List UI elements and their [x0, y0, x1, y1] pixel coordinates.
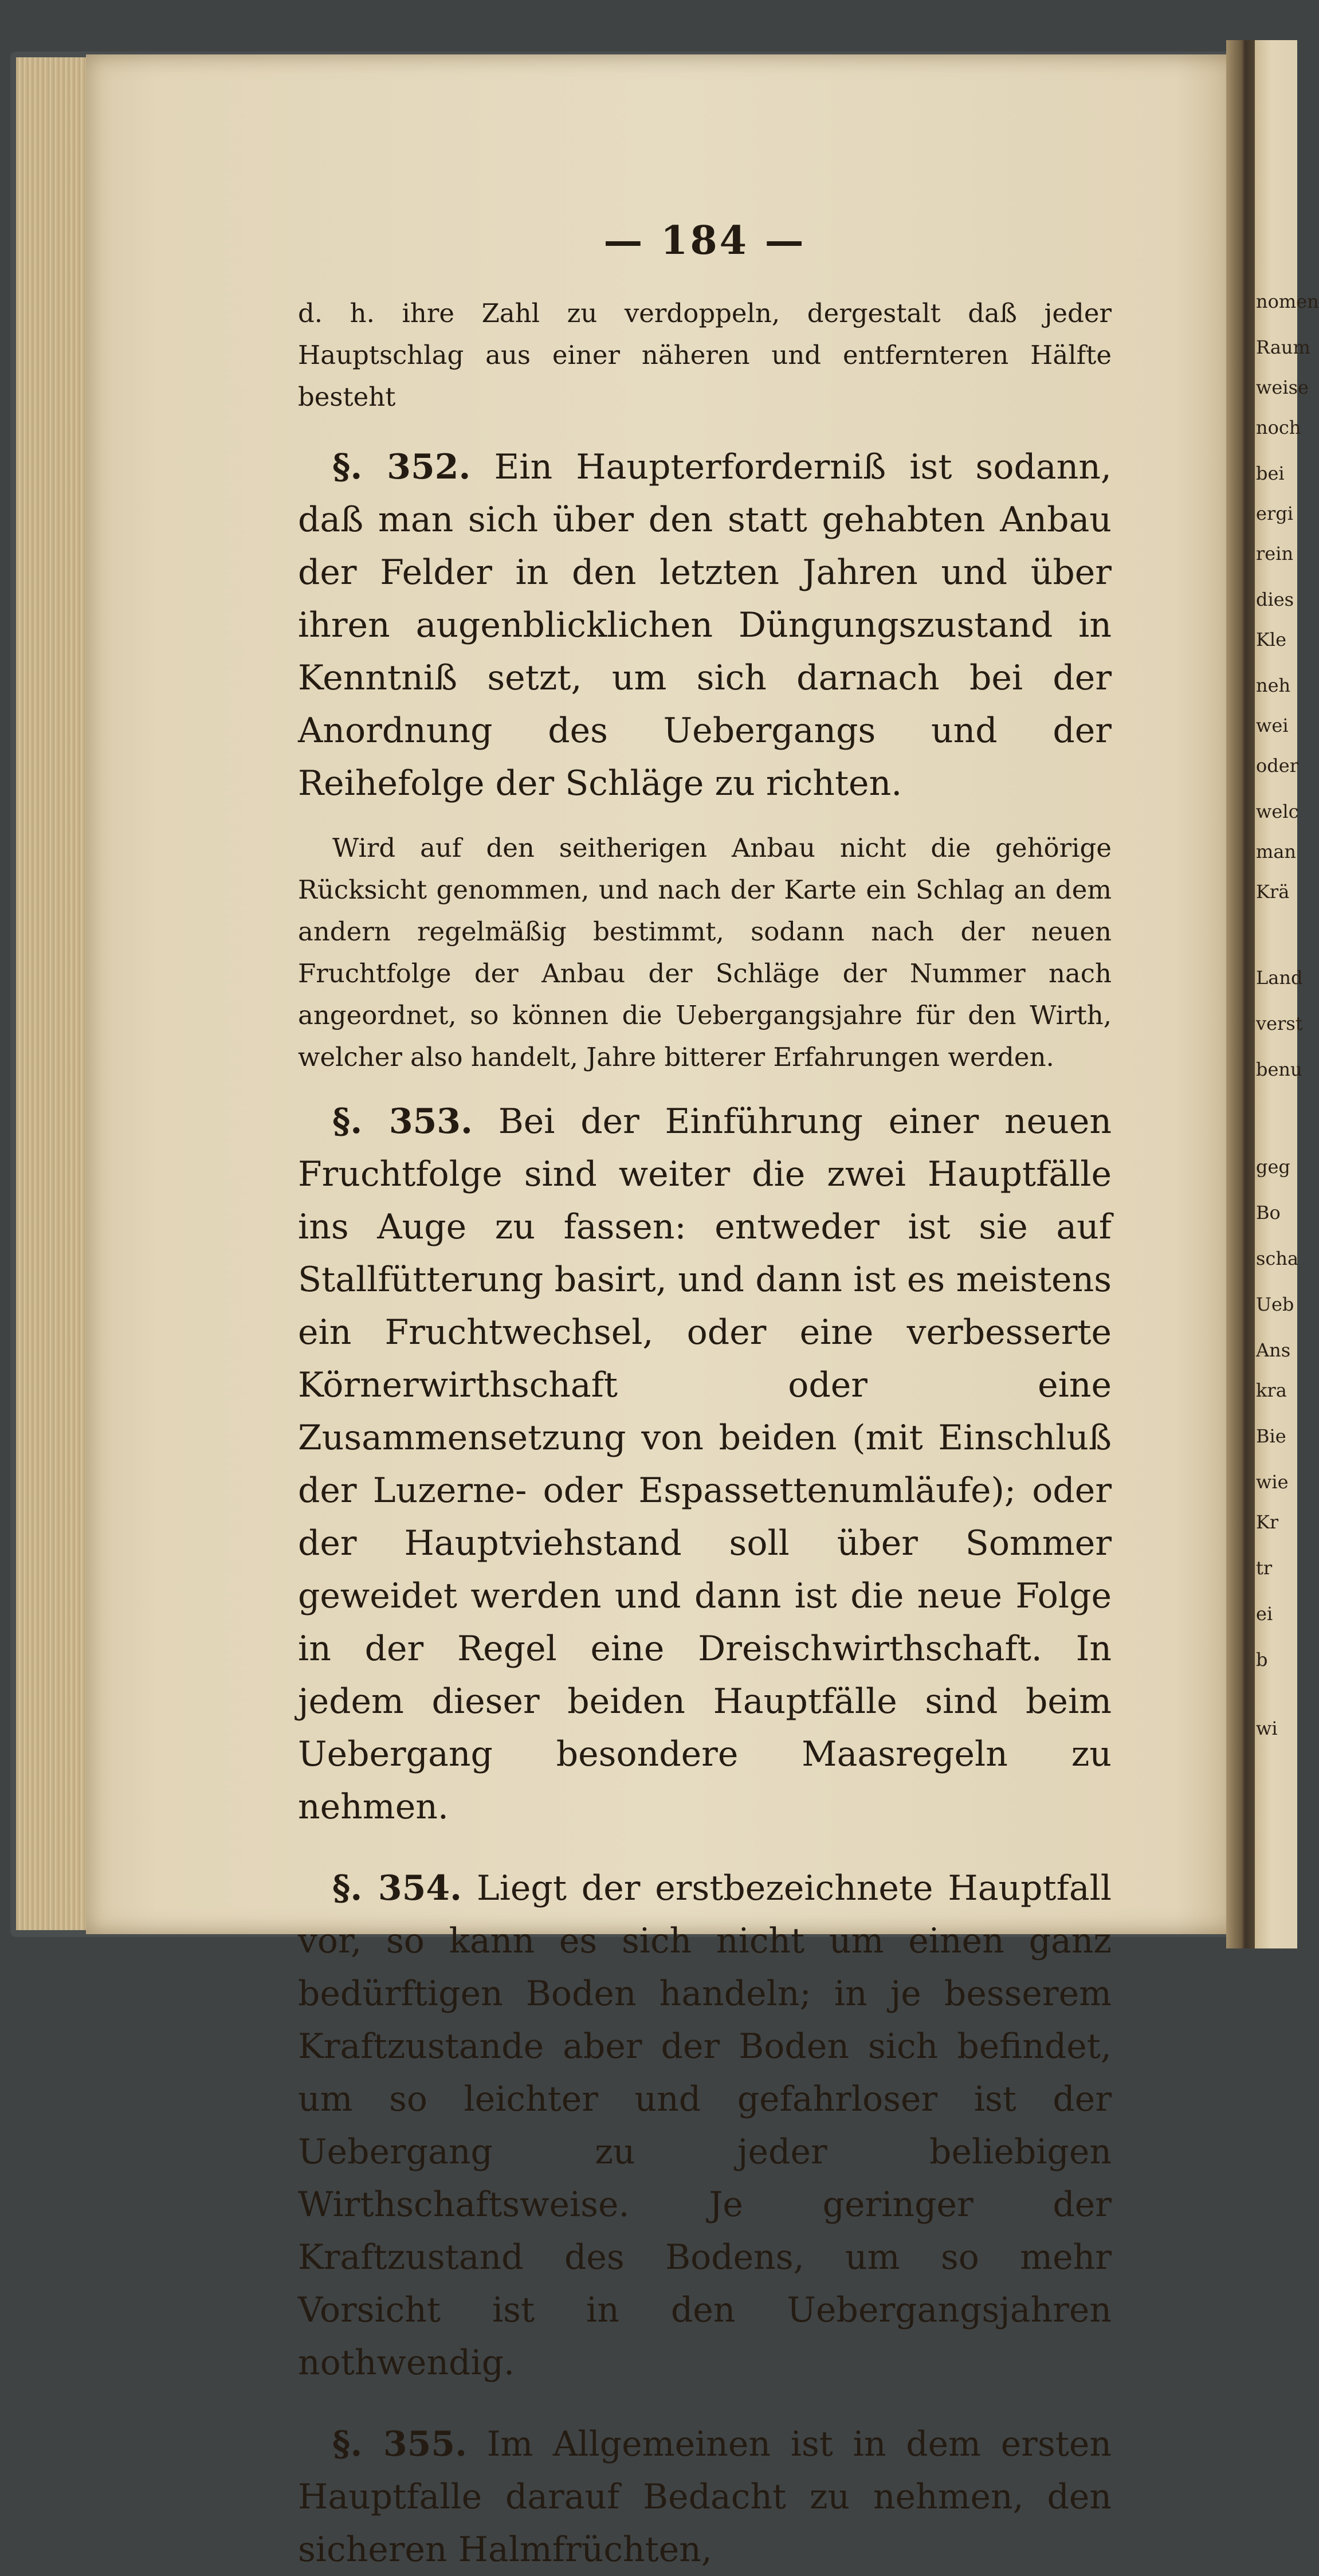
section-354	[298, 1862, 1112, 2389]
next-page-fragment: scha	[1256, 1248, 1299, 1269]
next-page-fragment: Kr	[1256, 1511, 1279, 1533]
next-page-fragment: rein	[1256, 543, 1294, 564]
next-page-fragment: weise	[1256, 377, 1309, 398]
next-page-fragment: Bie	[1256, 1425, 1286, 1447]
next-page-fragment: kra	[1256, 1379, 1287, 1401]
next-page-edge	[1255, 40, 1319, 1948]
section-352-note	[298, 827, 1112, 1078]
next-page-fragment: Ans	[1256, 1339, 1291, 1361]
section-353	[298, 1095, 1112, 1833]
next-page-fragment: Kle	[1256, 629, 1287, 650]
note-text: Wird auf den seitherigen Anbau nicht die gehörige Rücksicht genommen, und nach der Karte ein Schlag an dem andern regelmäßig bestimmt, sodann nach der neuen Fruchtfolge der Anbau der Schläge der Nummer nach angeordnet, so können die Uebergangsjahre für den Wirth, welcher also handelt, Jahre bitterer Erfahrungen werden.	[298, 833, 1112, 1072]
section-number: §. 354.	[332, 1868, 462, 1908]
next-page-fragment: noch	[1256, 417, 1301, 438]
next-page-fragment: neh	[1256, 675, 1291, 696]
next-page-fragment: nomen	[1256, 291, 1319, 312]
next-page-fragment: Bo	[1256, 1202, 1281, 1224]
section-text: Im Allgemeinen ist in dem ersten Hauptfalle darauf Bedacht zu nehmen, den sicheren Halmfrüchten,	[298, 2424, 1112, 2570]
next-page-fragment: tr	[1256, 1557, 1273, 1579]
section-352	[298, 441, 1112, 810]
next-page-fragment: welc	[1256, 801, 1299, 822]
next-page-fragment: Krä	[1256, 881, 1290, 903]
next-page-fragment: Raum	[1256, 336, 1310, 358]
section-text: Bei der Einführung einer neuen Fruchtfolge sind weiter die zwei Hauptfälle ins Auge zu fassen: entweder ist sie auf Stallfütterung basirt, und dann ist es meistens ein Fruchtwechsel, oder eine verbesserte Körnerwirthschaft oder eine Zusammensetzung von beiden (mit Einschluß der Luzerne- oder Espassettenumläufe); oder der Hauptviehstand soll über Sommer geweidet werden und dann ist die neue Folge in der Regel eine Dreischwirthschaft. In jedem dieser beiden Hauptfälle sind beim Uebergang besondere Maasregeln zu nehmen.	[298, 1101, 1112, 1827]
section-355	[298, 2418, 1112, 2576]
section-number: §. 352.	[332, 447, 471, 487]
section-number: §. 353.	[332, 1101, 473, 1142]
page-text-block	[298, 218, 1112, 2576]
next-page-fragment: dies	[1256, 589, 1294, 610]
intro-continuation: d. h. ihre Zahl zu verdoppeln, dergestalt daß jeder Hauptschlag aus einer näheren und entfernteren Hälfte besteht	[298, 298, 1112, 412]
next-page-fragment: man	[1256, 841, 1297, 862]
next-page-fragment: bei	[1256, 462, 1285, 484]
next-page-fragment: benu	[1256, 1058, 1302, 1080]
next-page-fragment: ergi	[1256, 503, 1293, 524]
next-page-fragment: ei	[1256, 1603, 1273, 1625]
next-page-fragment: wei	[1256, 715, 1289, 736]
next-page-fragment: b	[1256, 1649, 1268, 1671]
next-page-fragment: geg	[1256, 1156, 1290, 1178]
next-page-fragment: Land	[1256, 967, 1303, 989]
next-page-fragment: Ueb	[1256, 1293, 1294, 1315]
section-text: Ein Haupterforderniß ist sodann, daß man sich über den statt gehabten Anbau der Felder in den letzten Jahren und über ihren augenblicklichen Düngungszustand in Kenntniß setzt, um sich darnach bei der Anordnung des Uebergangs und der Reihefolge der Schläge zu richten.	[298, 447, 1112, 803]
next-page-fragment: wie	[1256, 1471, 1289, 1493]
section-number: §. 355.	[332, 2424, 467, 2464]
next-page-fragment: wi	[1256, 1718, 1278, 1739]
next-page-fragment: oder	[1256, 755, 1298, 777]
section-text: Liegt der erstbezeichnete Hauptfall vor, so kann es sich nicht um einen ganz bedürftigen Boden handeln; in je besserem Kraftzustande aber der Boden sich befindet, um so leichter und gefahrloser ist der Uebergang zu jeder beliebigen Wirthschaftsweise. Je geringer der Kraftzustand des Bodens, um so mehr Vorsicht ist in den Uebergangsjahren nothwendig.	[298, 1868, 1112, 2383]
next-page-fragment: verst	[1256, 1013, 1303, 1034]
page-number: — 184 —	[603, 218, 806, 264]
